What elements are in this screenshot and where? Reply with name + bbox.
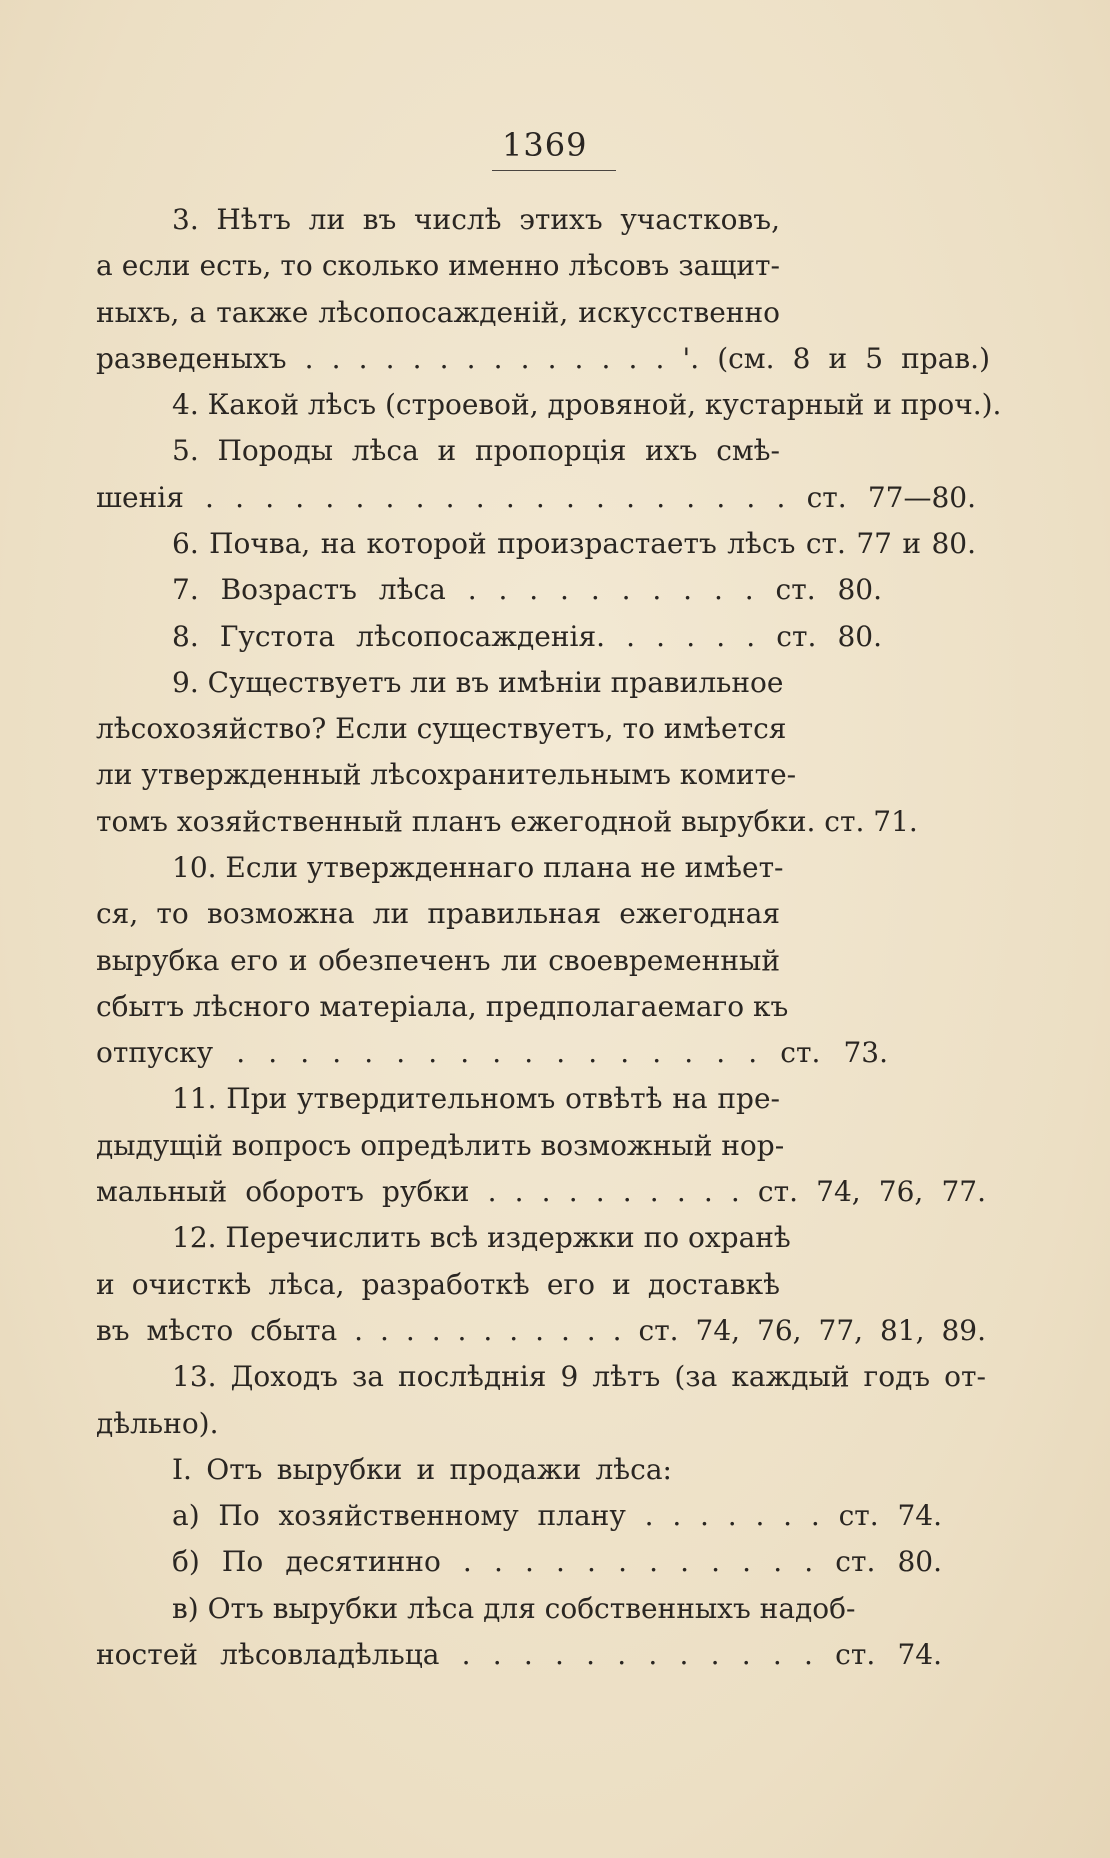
text-line-20: 11. При утвердительномъ отвѣтѣ на пре- (172, 1082, 780, 1115)
text-line-4: разведеныхъ . . . . . . . . . . . . . . '. (см. 8 и 5 прав.) (96, 342, 990, 375)
page-number-rule (492, 170, 616, 171)
text-line-16: ся, то возможна ли правильная ежегодная (96, 897, 780, 930)
text-line-1: 3. Нѣтъ ли въ числѣ этихъ участковъ, (172, 203, 780, 236)
text-line-6: 5. Породы лѣса и пропорція ихъ смѣ- (172, 434, 780, 467)
text-line-17: вырубка его и обезпеченъ ли своевременный (96, 944, 780, 977)
text-line-14: томъ хозяйственный планъ ежегодной вырубки. ст. 71. (96, 805, 918, 838)
text-line-9: 7. Возрастъ лѣса . . . . . . . . . . ст. 80. (172, 573, 882, 606)
text-line-7: шенія . . . . . . . . . . . . . . . . . . . . ст. 77—80. (96, 481, 976, 514)
text-line-24: и очисткѣ лѣса, разработкѣ его и доставкѣ (96, 1268, 780, 1301)
text-line-29: а) По хозяйственному плану . . . . . . . ст. 74. (172, 1499, 942, 1532)
text-line-30: б) По десятинно . . . . . . . . . . . . ст. 80. (172, 1545, 942, 1578)
text-line-13: ли утвержденный лѣсохранительнымъ комите- (96, 758, 797, 791)
text-line-19: отпуску . . . . . . . . . . . . . . . . . ст. 73. (96, 1036, 888, 1069)
text-line-2: а если есть, то сколько именно лѣсовъ защит- (96, 249, 780, 282)
text-line-15: 10. Если утвержденнаго плана не имѣет- (172, 851, 784, 884)
text-line-26: 13. Доходъ за послѣднія 9 лѣтъ (за каждый годъ от- (172, 1360, 986, 1393)
text-line-23: 12. Перечислить всѣ издержки по охранѣ (172, 1221, 791, 1254)
text-line-5: 4. Какой лѣсъ (строевой, дровяной, кустарный и проч.). (172, 388, 1002, 421)
text-line-12: лѣсохозяйство? Если существуетъ, то имѣется (96, 712, 787, 745)
text-line-3: ныхъ, а также лѣсопосажденій, искусственно (96, 296, 780, 329)
text-line-11: 9. Существуетъ ли въ имѣніи правильное (172, 666, 784, 699)
text-line-27: дѣльно). (96, 1407, 219, 1440)
text-line-25: въ мѣсто сбыта . . . . . . . . . . . ст. 74, 76, 77, 81, 89. (96, 1314, 986, 1347)
text-line-31: в) Отъ вырубки лѣса для собственныхъ надоб- (172, 1592, 856, 1625)
text-line-32: ностей лѣсовладѣльца . . . . . . . . . . . . ст. 74. (96, 1638, 942, 1671)
text-line-28: I. Отъ вырубки и продажи лѣса: (172, 1453, 672, 1486)
text-line-8: 6. Почва, на которой произрастаетъ лѣсъ ст. 77 и 80. (172, 527, 976, 560)
text-line-18: сбытъ лѣсного матеріала, предполагаемаго къ (96, 990, 789, 1023)
text-line-21: дыдущій вопросъ опредѣлить возможный нор- (96, 1129, 785, 1162)
page-number: 1369 (502, 126, 588, 164)
text-line-22: мальный оборотъ рубки . . . . . . . . . . ст. 74, 76, 77. (96, 1175, 986, 1208)
text-line-10: 8. Густота лѣсопосажденія. . . . . . ст. 80. (172, 620, 882, 653)
